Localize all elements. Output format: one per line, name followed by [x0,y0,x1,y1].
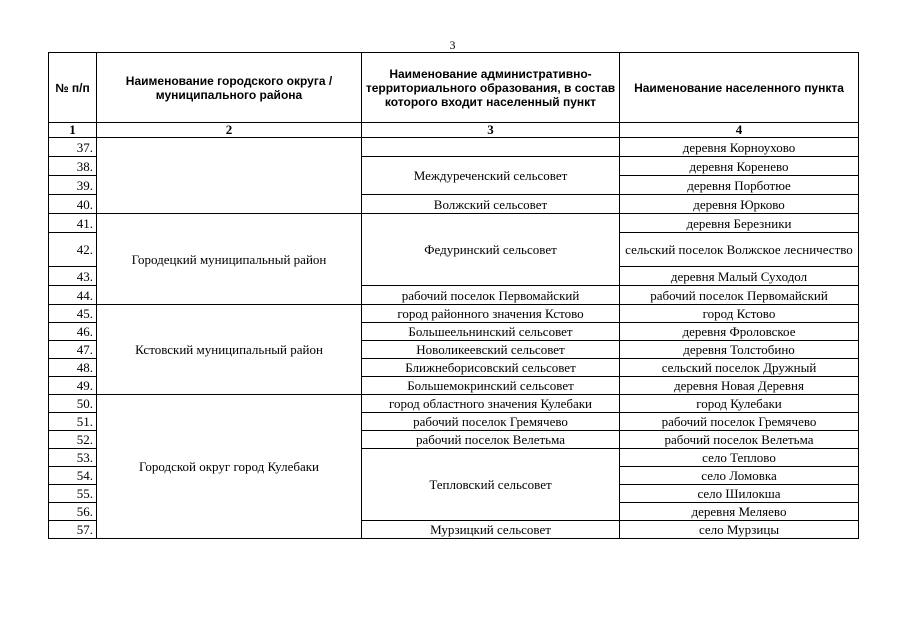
row-number: 45. [49,305,97,323]
column-numbers-row [49,123,859,138]
row-number: 42. [49,233,97,267]
row-number: 50. [49,395,97,413]
row-number: 52. [49,431,97,449]
admin-unit-cell: Междуреченский сельсовет [362,157,620,195]
admin-unit-cell: Волжский сельсовет [362,195,620,214]
row-number: 55. [49,485,97,503]
settlement-cell: село Шилокша [620,485,859,503]
header-district: Наименование городского округа / муниципального района [97,53,362,123]
settlement-cell: сельский поселок Волжское лесничество [620,233,859,267]
row-number: 56. [49,503,97,521]
table-row [49,138,859,157]
table-row [49,305,859,323]
settlement-cell: село Ломовка [620,467,859,485]
admin-unit-cell: рабочий поселок Гремячево [362,413,620,431]
row-number: 49. [49,377,97,395]
row-number: 57. [49,521,97,539]
settlement-cell: деревня Березники [620,214,859,233]
page-number: 3 [449,38,456,52]
table-row [49,395,859,413]
settlement-cell: деревня Меляево [620,503,859,521]
settlement-cell: деревня Корноухово [620,138,859,157]
admin-unit-cell: рабочий поселок Велетьма [362,431,620,449]
admin-unit-cell: Федуринский сельсовет [362,214,620,286]
settlement-cell: сельский поселок Дружный [620,359,859,377]
settlement-cell: рабочий поселок Гремячево [620,413,859,431]
column-number: 3 [362,123,620,138]
settlement-cell: деревня Толстобино [620,341,859,359]
admin-unit-cell: Большеельнинский сельсовет [362,323,620,341]
district-cell [97,138,362,214]
admin-unit-cell: Большемокринский сельсовет [362,377,620,395]
header-settlement: Наименование населенного пункта [620,53,859,123]
row-number: 48. [49,359,97,377]
settlement-cell: деревня Порботюе [620,176,859,195]
row-number: 43. [49,267,97,286]
admin-unit-cell: рабочий поселок Первомайский [362,286,620,305]
admin-unit-cell: город областного значения Кулебаки [362,395,620,413]
admin-unit-cell: город районного значения Кстово [362,305,620,323]
row-number: 46. [49,323,97,341]
header-admin-unit: Наименование административно-территориального образования, в состав которого входит населенный пункт [362,53,620,123]
settlement-cell: деревня Юрково [620,195,859,214]
admin-unit-cell: Новоликеевский сельсовет [362,341,620,359]
admin-unit-cell [362,138,620,157]
settlement-cell: деревня Фроловское [620,323,859,341]
row-number: 39. [49,176,97,195]
settlement-cell: деревня Малый Суходол [620,267,859,286]
row-number: 53. [49,449,97,467]
row-number: 41. [49,214,97,233]
table-row [49,214,859,233]
settlements-table [48,52,859,539]
row-number: 37. [49,138,97,157]
header-row [49,53,859,123]
district-cell: Городской округ город Кулебаки [97,395,362,539]
settlement-cell: село Мурзицы [620,521,859,539]
settlement-cell: город Кстово [620,305,859,323]
row-number: 38. [49,157,97,176]
settlement-cell: рабочий поселок Велетьма [620,431,859,449]
column-number: 2 [97,123,362,138]
row-number: 51. [49,413,97,431]
row-number: 44. [49,286,97,305]
settlement-cell: село Теплово [620,449,859,467]
settlement-cell: город Кулебаки [620,395,859,413]
column-number: 4 [620,123,859,138]
row-number: 54. [49,467,97,485]
settlement-cell: деревня Новая Деревня [620,377,859,395]
admin-unit-cell: Тепловский сельсовет [362,449,620,521]
admin-unit-cell: Ближнеборисовский сельсовет [362,359,620,377]
column-number: 1 [49,123,97,138]
district-cell: Кстовский муниципальный район [97,305,362,395]
header-num: № п/п [49,53,97,123]
admin-unit-cell: Мурзицкий сельсовет [362,521,620,539]
row-number: 40. [49,195,97,214]
settlement-cell: рабочий поселок Первомайский [620,286,859,305]
settlement-cell: деревня Коренево [620,157,859,176]
row-number: 47. [49,341,97,359]
district-cell: Городецкий муниципальный район [97,214,362,305]
